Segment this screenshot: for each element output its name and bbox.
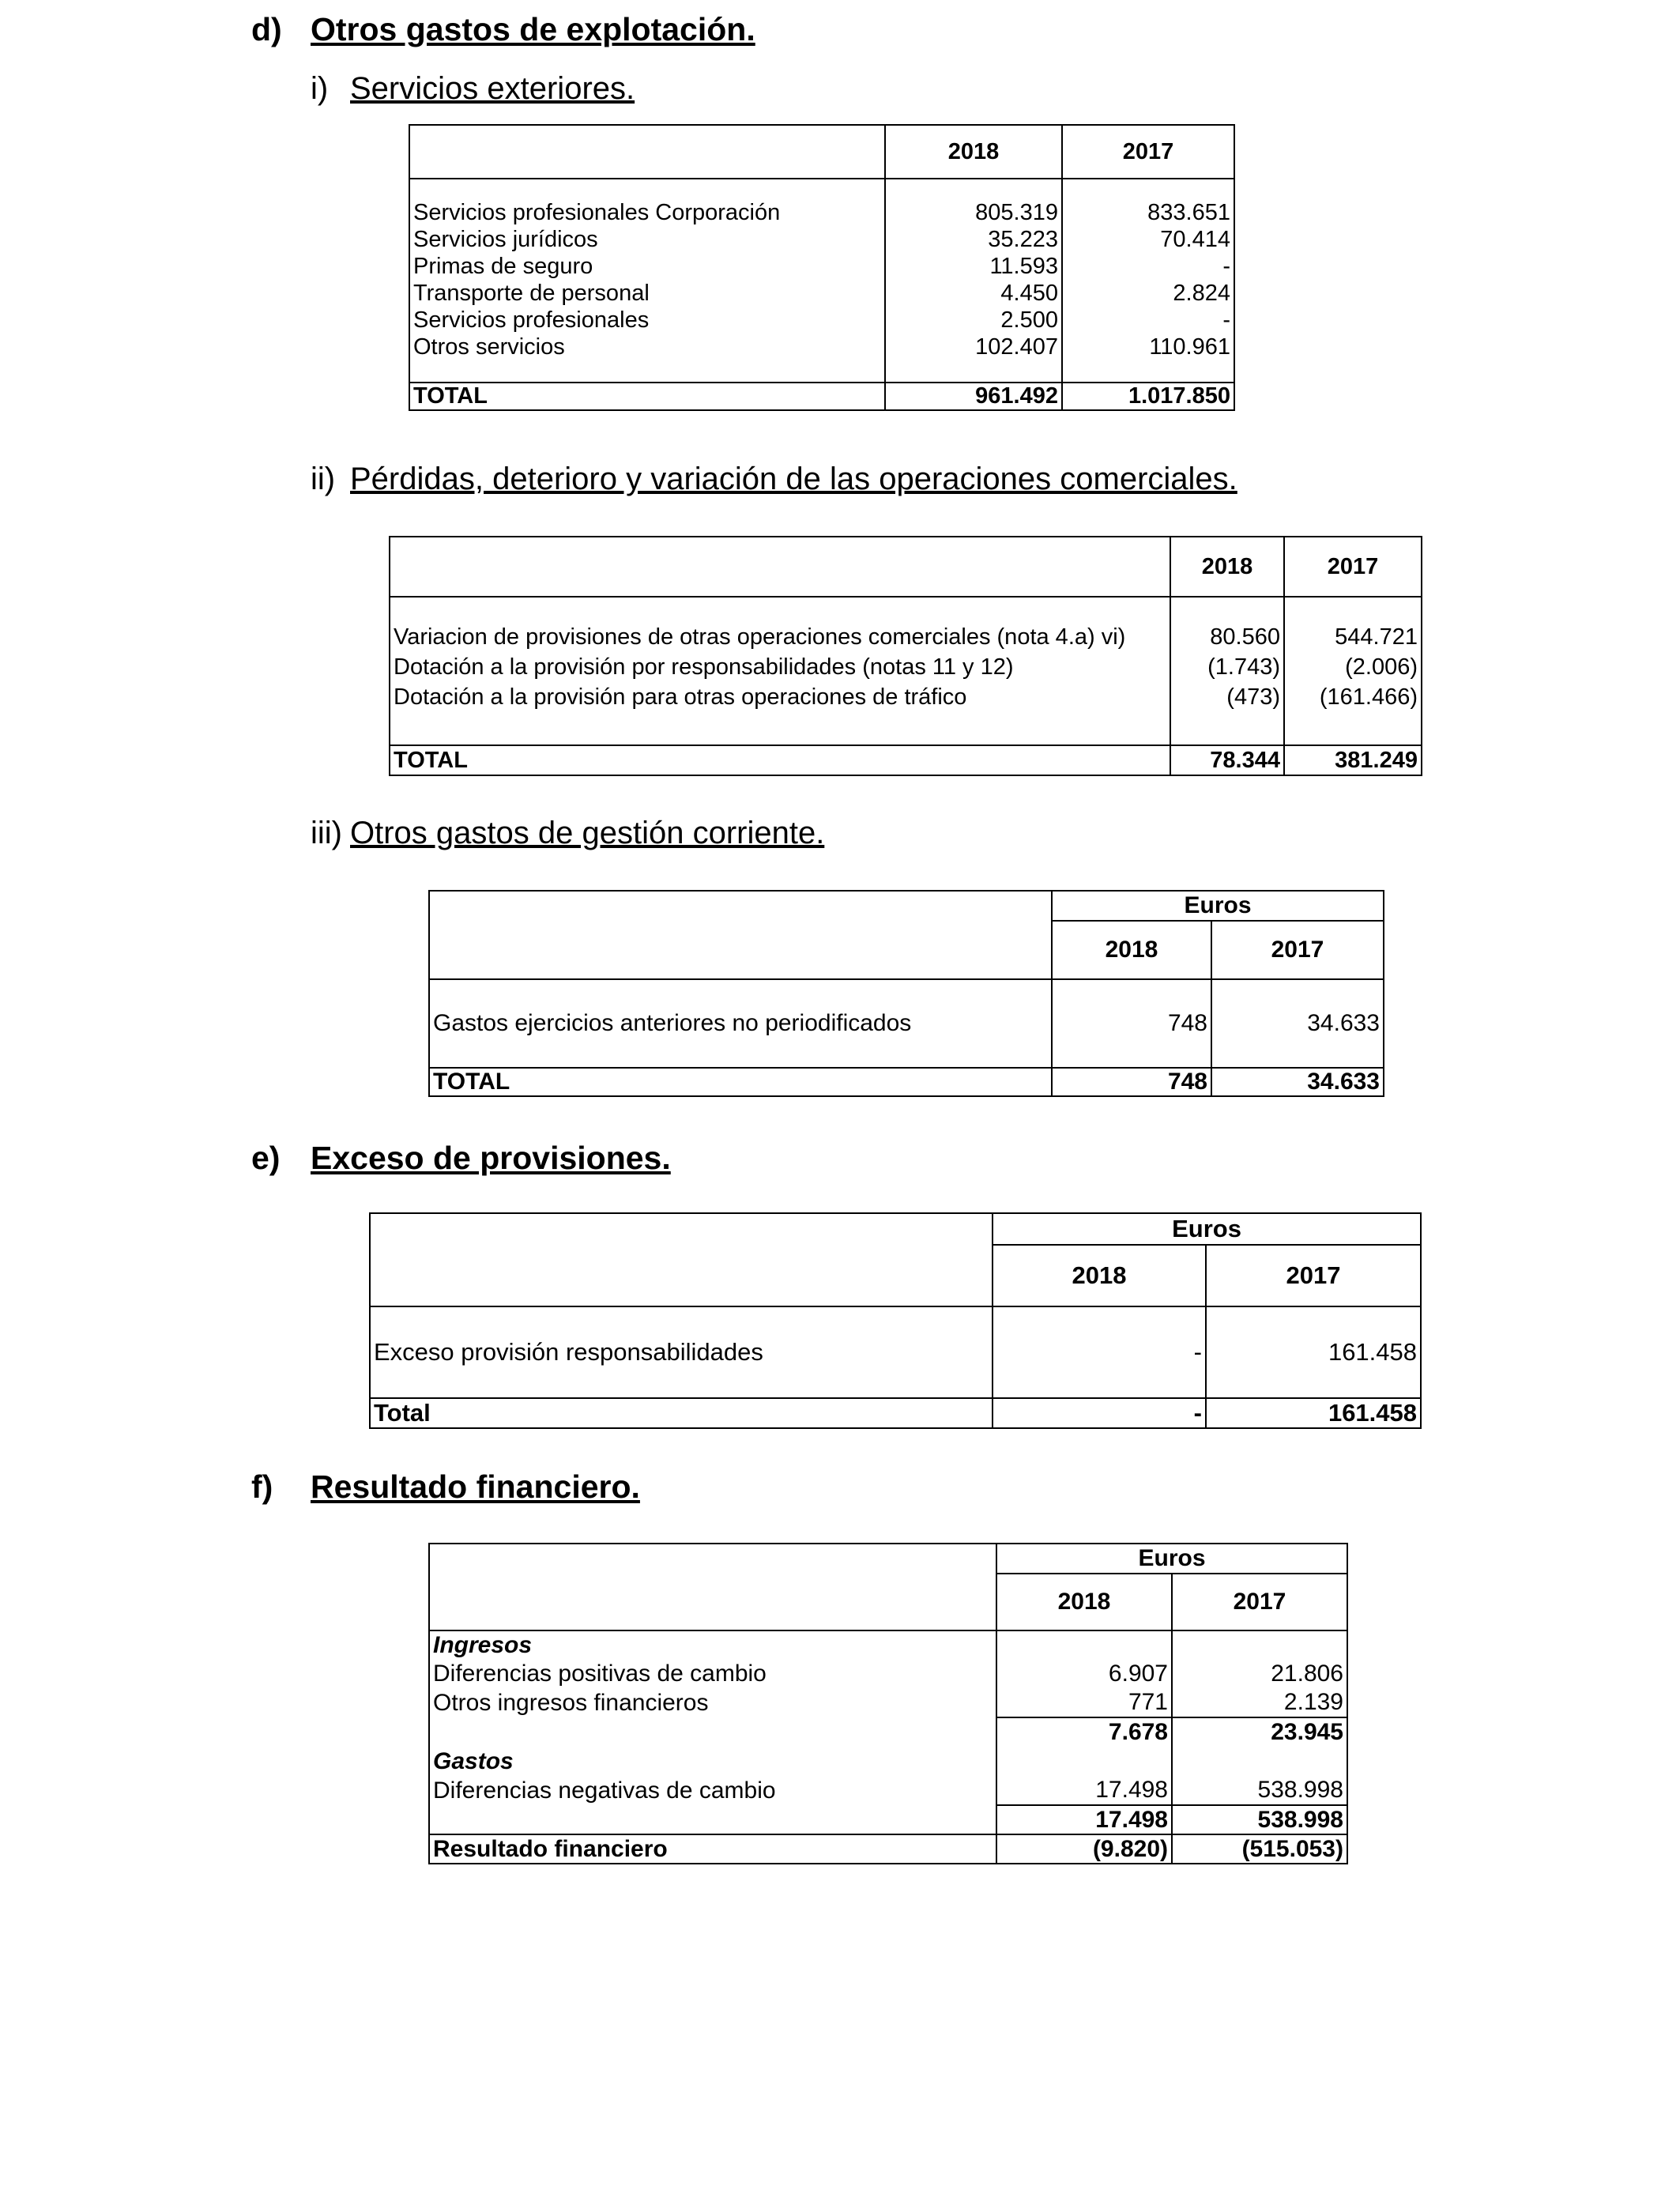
servicios-exteriores-table	[409, 124, 1235, 411]
section-e-label: e)	[251, 1140, 281, 1176]
total-label: TOTAL	[390, 745, 1170, 775]
subsection-ii-label: ii)	[311, 462, 336, 496]
concept-cell: Gastos ejercicios anteriores no periodificados	[429, 979, 1052, 1068]
table-row	[429, 1776, 1347, 1805]
total-row	[409, 383, 1234, 410]
expense-subtotal-2017: 538.998	[1172, 1805, 1347, 1834]
value-2017-cell: 544.721	[1284, 622, 1422, 652]
year-header-2017: 2017	[1211, 921, 1384, 979]
header-blank-cell	[390, 537, 1170, 597]
income-subtotal-row	[429, 1717, 1347, 1747]
total-2017: 161.458	[1206, 1398, 1421, 1428]
value-2017-cell: 538.998	[1172, 1776, 1347, 1805]
table-row	[409, 199, 1234, 226]
value-2017-cell: (2.006)	[1284, 652, 1422, 682]
table-row	[429, 1659, 1347, 1688]
section-d-title: Otros gastos de explotación.	[311, 11, 755, 47]
year-header-2017: 2017	[1206, 1245, 1421, 1306]
expense-section-header: Gastos	[429, 1747, 996, 1776]
currency-header: Euros	[996, 1544, 1347, 1574]
perdidas-deterioro-table	[389, 536, 1422, 776]
concept-cell: Diferencias negativas de cambio	[429, 1776, 996, 1805]
exceso-provisiones-table	[369, 1212, 1422, 1429]
value-2017-cell: -	[1062, 253, 1234, 280]
total-label: TOTAL	[409, 383, 885, 410]
subsection-i-title: Servicios exteriores.	[350, 71, 635, 106]
income-section-header: Ingresos	[429, 1630, 996, 1659]
value-2018-cell: 35.223	[885, 226, 1062, 253]
total-row	[390, 745, 1422, 775]
subsection-iii-label: iii)	[311, 816, 342, 850]
value-2018-cell: 805.319	[885, 199, 1062, 226]
concept-cell: Transporte de personal	[409, 280, 885, 307]
resultado-financiero-table	[428, 1543, 1348, 1864]
value-2018-cell: 11.593	[885, 253, 1062, 280]
value-2017-cell: 2.139	[1172, 1688, 1347, 1717]
income-subtotal-2017: 23.945	[1172, 1717, 1347, 1747]
total-row	[429, 1068, 1384, 1096]
total-2018: -	[993, 1398, 1206, 1428]
section-d-label: d)	[251, 11, 282, 47]
value-2017-cell: 833.651	[1062, 199, 1234, 226]
header-blank-cell	[409, 125, 885, 179]
value-2017-cell: 34.633	[1211, 979, 1384, 1068]
concept-cell: Servicios profesionales Corporación	[409, 199, 885, 226]
value-2017-cell: 110.961	[1062, 334, 1234, 360]
total-label: Resultado financiero	[429, 1834, 996, 1864]
expense-subtotal-row	[429, 1805, 1347, 1834]
header-blank-cell	[429, 1544, 996, 1630]
total-2017: (515.053)	[1172, 1834, 1347, 1864]
concept-cell: Exceso provisión responsabilidades	[370, 1306, 993, 1398]
value-2017-cell: -	[1062, 307, 1234, 334]
year-header-2018: 2018	[885, 125, 1062, 179]
table-row	[429, 979, 1384, 1068]
table-row	[429, 1688, 1347, 1717]
value-2018-cell: 748	[1052, 979, 1211, 1068]
value-2017-cell: (161.466)	[1284, 682, 1422, 712]
value-2018-cell: 80.560	[1170, 622, 1284, 652]
value-2017-cell: 21.806	[1172, 1659, 1347, 1688]
table-row	[409, 334, 1234, 360]
concept-cell: Primas de seguro	[409, 253, 885, 280]
value-2018-cell: (473)	[1170, 682, 1284, 712]
subsection-ii-title: Pérdidas, deterioro y variación de las operaciones comerciales.	[350, 462, 1237, 496]
value-2017-cell: 70.414	[1062, 226, 1234, 253]
value-2018-cell: 102.407	[885, 334, 1062, 360]
concept-cell: Dotación a la provisión por responsabilidades (notas 11 y 12)	[390, 652, 1170, 682]
table-row	[390, 682, 1422, 712]
header-blank-cell	[429, 891, 1052, 979]
currency-header: Euros	[993, 1213, 1421, 1245]
total-2018: 78.344	[1170, 745, 1284, 775]
value-2017-cell: 161.458	[1206, 1306, 1421, 1398]
year-header-2017: 2017	[1284, 537, 1422, 597]
otros-gastos-gestion-table	[428, 890, 1384, 1097]
year-header-2017: 2017	[1172, 1574, 1347, 1630]
total-2018: 748	[1052, 1068, 1211, 1096]
total-label: TOTAL	[429, 1068, 1052, 1096]
year-header-2018: 2018	[1170, 537, 1284, 597]
table-row	[409, 280, 1234, 307]
concept-cell: Otros servicios	[409, 334, 885, 360]
table-row	[370, 1306, 1421, 1398]
value-2018-cell: -	[993, 1306, 1206, 1398]
year-header-2018: 2018	[1052, 921, 1211, 979]
year-header-2017: 2017	[1062, 125, 1234, 179]
subsection-i-label: i)	[311, 71, 329, 106]
section-e-title: Exceso de provisiones.	[311, 1140, 671, 1176]
total-2018: 961.492	[885, 383, 1062, 410]
value-2018-cell: (1.743)	[1170, 652, 1284, 682]
table-row	[409, 253, 1234, 280]
section-f-label: f)	[251, 1468, 273, 1505]
concept-cell: Otros ingresos financieros	[429, 1688, 996, 1717]
income-subtotal-2018: 7.678	[996, 1717, 1172, 1747]
value-2018-cell: 771	[996, 1688, 1172, 1717]
concept-cell: Servicios jurídicos	[409, 226, 885, 253]
total-row	[429, 1834, 1347, 1864]
currency-header: Euros	[1052, 891, 1384, 921]
value-2018-cell: 2.500	[885, 307, 1062, 334]
table-row	[409, 307, 1234, 334]
total-2017: 381.249	[1284, 745, 1422, 775]
expense-subtotal-2018: 17.498	[996, 1805, 1172, 1834]
subsection-iii-title: Otros gastos de gestión corriente.	[350, 816, 825, 850]
table-row	[390, 652, 1422, 682]
concept-cell: Variacion de provisiones de otras operaciones comerciales (nota 4.a) vi)	[390, 622, 1170, 652]
total-row	[370, 1398, 1421, 1428]
total-2017: 1.017.850	[1062, 383, 1234, 410]
year-header-2018: 2018	[993, 1245, 1206, 1306]
year-header-2018: 2018	[996, 1574, 1172, 1630]
value-2018-cell: 17.498	[996, 1776, 1172, 1805]
value-2017-cell: 2.824	[1062, 280, 1234, 307]
table-row	[390, 622, 1422, 652]
concept-cell: Dotación a la provisión para otras operaciones de tráfico	[390, 682, 1170, 712]
header-blank-cell	[370, 1213, 993, 1306]
concept-cell: Diferencias positivas de cambio	[429, 1659, 996, 1688]
total-2017: 34.633	[1211, 1068, 1384, 1096]
table-row	[409, 226, 1234, 253]
value-2018-cell: 4.450	[885, 280, 1062, 307]
concept-cell: Servicios profesionales	[409, 307, 885, 334]
section-f-title: Resultado financiero.	[311, 1468, 640, 1505]
total-label: Total	[370, 1398, 993, 1428]
total-2018: (9.820)	[996, 1834, 1172, 1864]
value-2018-cell: 6.907	[996, 1659, 1172, 1688]
